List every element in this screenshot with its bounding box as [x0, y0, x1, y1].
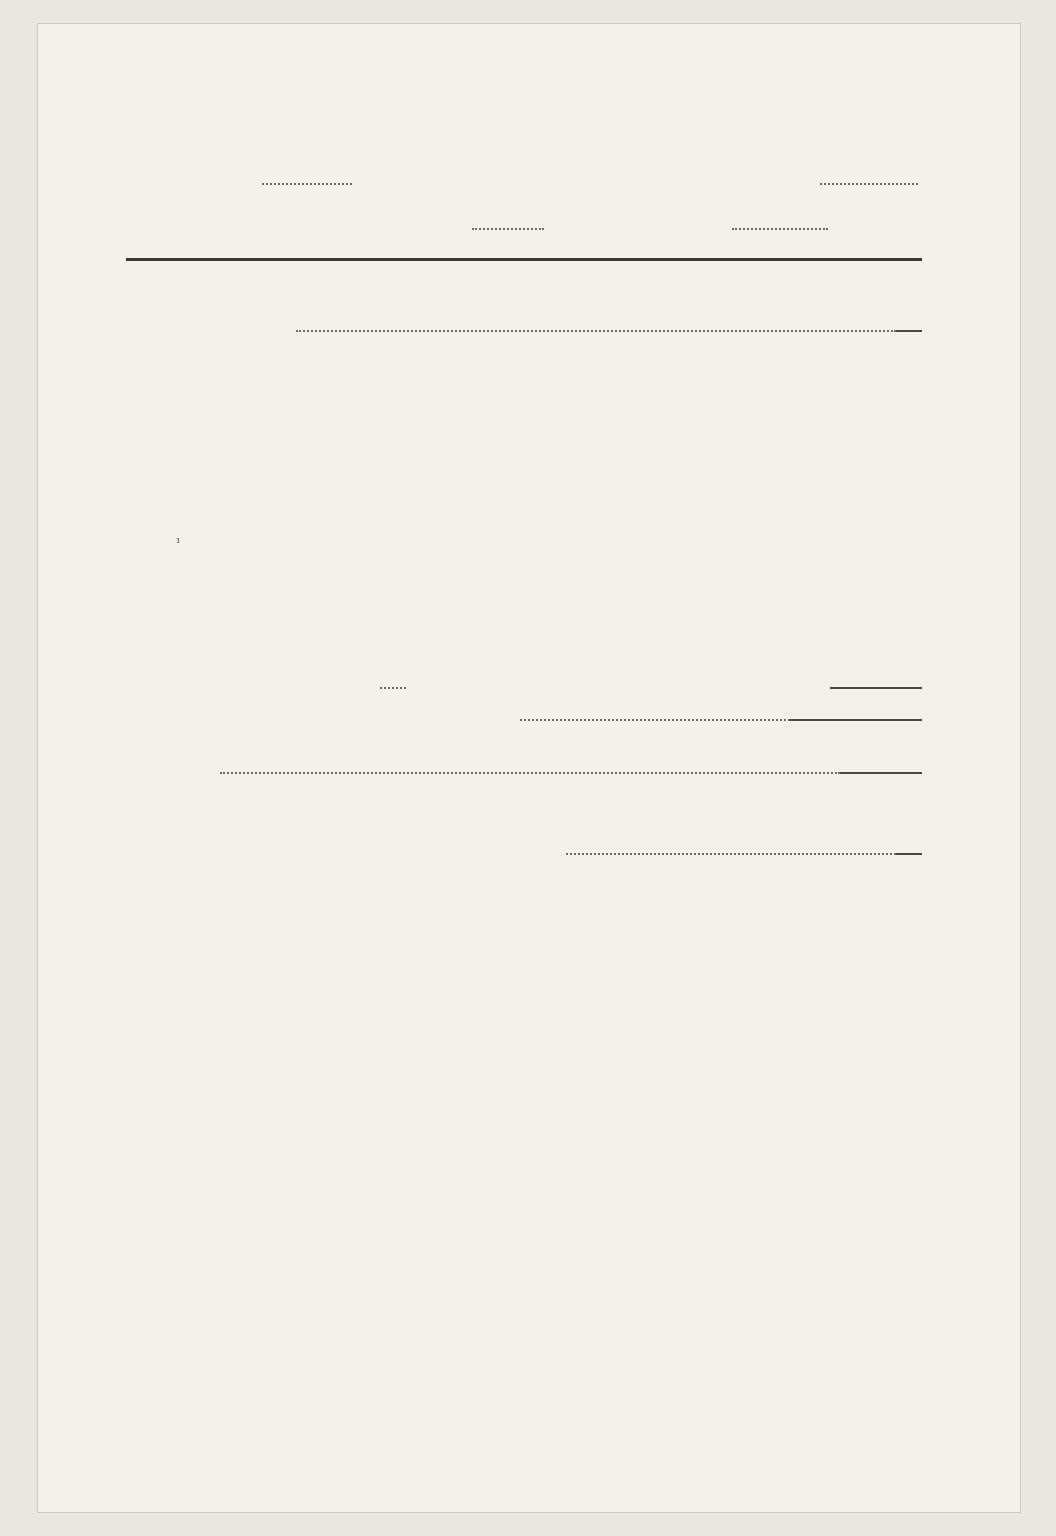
q7-foreign-dotted-line: [220, 772, 840, 774]
header-divider: [126, 258, 922, 261]
census-form-sheet: [38, 24, 1020, 1512]
q6-end-dash: [830, 687, 922, 689]
q6-dotted-line: [380, 687, 406, 689]
q4-line1: ¹: [176, 536, 181, 549]
q7-foreign-end-dash: [840, 772, 922, 774]
q7-end-dash: [790, 719, 922, 721]
q8-end-dash: [896, 853, 922, 855]
personseddel-dotted-line: [820, 183, 918, 185]
q8-dotted-line: [566, 853, 896, 855]
kreds-dotted-line: [472, 228, 544, 230]
husliste-dotted-line: [732, 228, 828, 230]
q1-dotted-line: [296, 330, 896, 332]
herred-dotted-line: [262, 183, 352, 185]
q1-end-dash: [896, 330, 922, 332]
q7-dotted-line: [520, 719, 790, 721]
